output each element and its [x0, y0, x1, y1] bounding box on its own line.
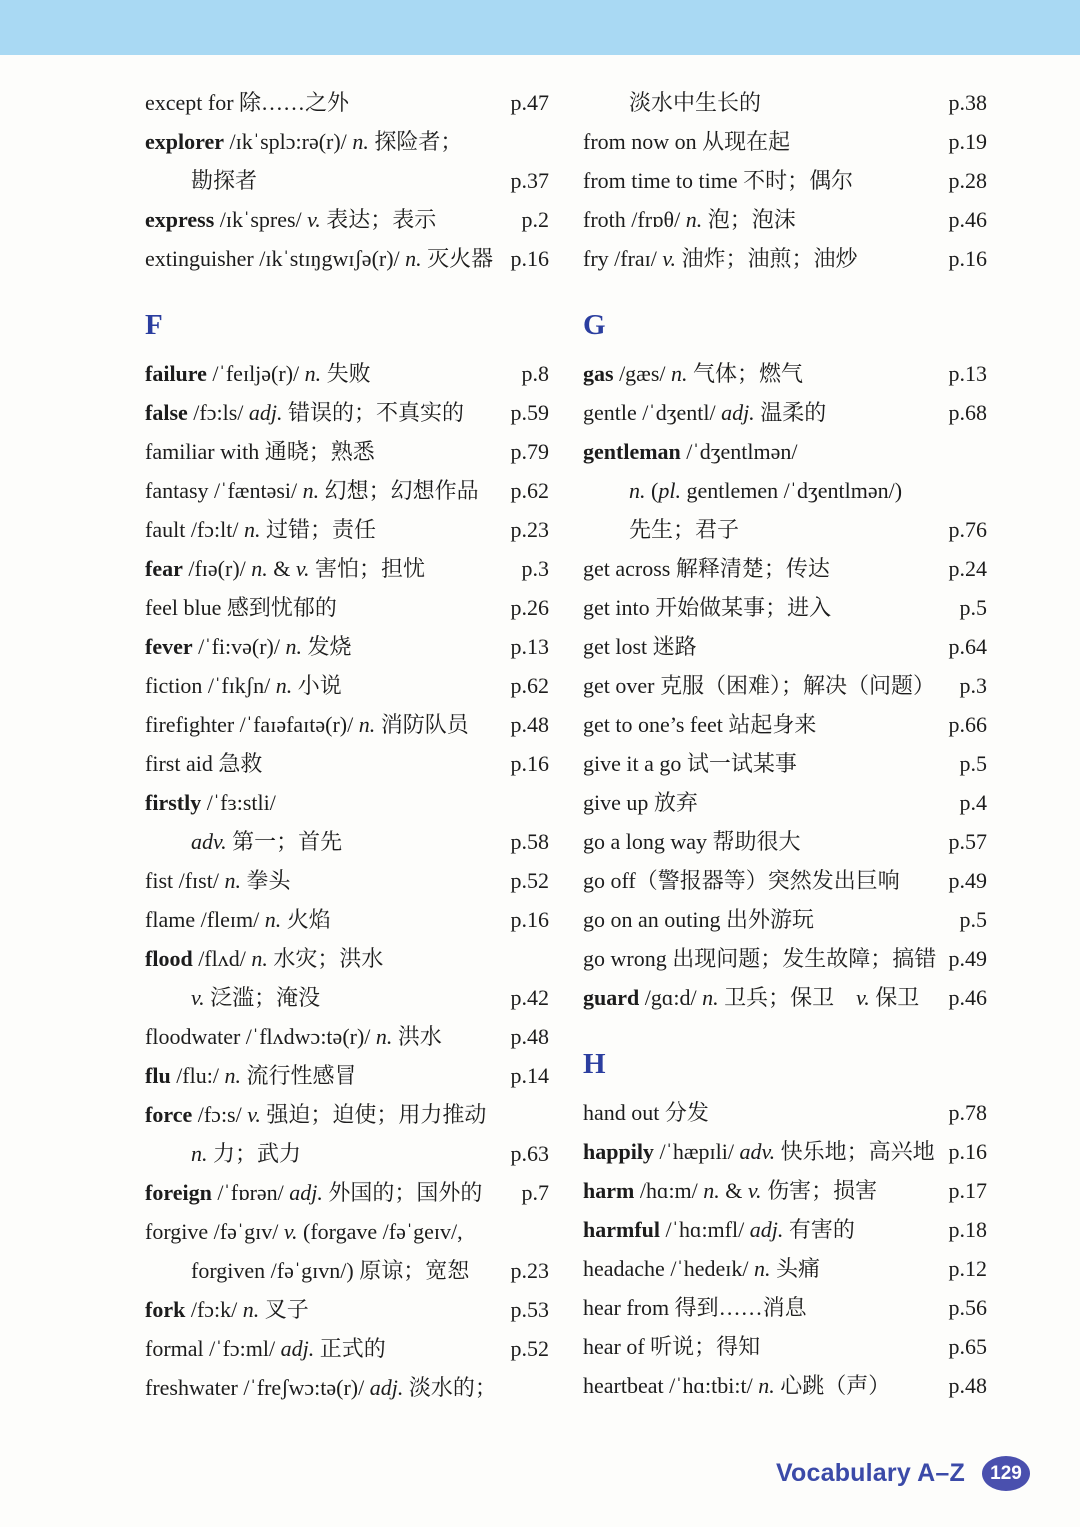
entry-text: go off（警报器等）突然发出巨响 — [583, 868, 900, 893]
page-ref: p.46 — [948, 985, 987, 1010]
vocab-entry-line — [583, 354, 987, 393]
page-ref: p.5 — [959, 595, 987, 620]
vocab-entry-line — [145, 239, 549, 278]
entry-text: give it a go 试一试某事 — [583, 751, 797, 776]
page-ref: p.14 — [510, 1063, 549, 1088]
page-ref: p.12 — [948, 1256, 987, 1281]
vocab-entry-line — [583, 200, 987, 239]
page-ref: p.76 — [948, 517, 987, 542]
entry-text: get lost 迷路 — [583, 634, 697, 659]
entry-text: fork /fɔ:k/ n. 叉子 — [145, 1297, 309, 1322]
entry-text: failure /ˈfeɪljə(r)/ n. 失败 — [145, 361, 371, 386]
page-ref: p.49 — [948, 946, 987, 971]
page-ref: p.13 — [510, 634, 549, 659]
vocab-entry-line — [583, 1288, 987, 1327]
vocab-entry-line — [145, 471, 549, 510]
page-ref: p.16 — [948, 246, 987, 271]
vocab-entry-line — [145, 900, 549, 939]
page-ref: p.7 — [521, 1180, 549, 1205]
vocab-entry-line — [145, 861, 549, 900]
vocab-entry-line — [583, 1093, 987, 1132]
vocab-entry-line — [583, 161, 987, 200]
entry-text: forgiven /fəˈgɪvn/) 原谅；宽恕 — [191, 1258, 470, 1283]
page-ref: p.17 — [948, 1178, 987, 1203]
page-ref: p.65 — [948, 1334, 987, 1359]
entry-text: 先生；君子 — [629, 517, 740, 542]
entry-text: fear /fɪə(r)/ n. & v. 害怕；担忧 — [145, 556, 426, 581]
entry-text: heartbeat /ˈhɑ:tbi:t/ n. 心跳（声） — [583, 1373, 891, 1398]
entry-text: go on an outing 出外游玩 — [583, 907, 814, 932]
entry-text: n. 力；武力 — [191, 1141, 302, 1166]
vocab-entry-line — [583, 239, 987, 278]
vocab-entry-line — [145, 1095, 549, 1134]
vocab-entry-line — [145, 783, 549, 822]
vocab-entry-line — [145, 627, 549, 666]
page-ref: p.68 — [948, 400, 987, 425]
entry-text: from now on 从现在起 — [583, 129, 791, 154]
vocab-entry-line — [583, 783, 987, 822]
vocab-entry-line — [583, 705, 987, 744]
section-header-F: F — [145, 309, 163, 341]
entry-text: harm /hɑ:m/ n. & v. 伤害；损害 — [583, 1178, 878, 1203]
entry-text: harmful /ˈhɑ:mfl/ adj. 有害的 — [583, 1217, 855, 1242]
page-ref: p.48 — [948, 1373, 987, 1398]
page-ref: p.78 — [948, 1100, 987, 1125]
vocab-entry-line — [145, 393, 549, 432]
entry-text: familiar with 通晓；熟悉 — [145, 439, 375, 464]
page-ref: p.53 — [510, 1297, 549, 1322]
page-ref: p.48 — [510, 712, 549, 737]
entry-text: go wrong 出现问题；发生故障；搞错 — [583, 946, 937, 971]
vocab-entry-line — [145, 200, 549, 239]
page-ref: p.58 — [510, 829, 549, 854]
entry-text: foreign /ˈfɒrən/ adj. 外国的；国外的 — [145, 1180, 483, 1205]
page-ref: p.62 — [510, 673, 549, 698]
vocab-entry-line — [583, 1249, 987, 1288]
page-ref: p.3 — [521, 556, 549, 581]
entry-text: from time to time 不时；偶尔 — [583, 168, 854, 193]
vocab-columns — [0, 55, 1080, 1407]
entry-text: gentleman /ˈdʒentlmən/ — [583, 439, 798, 464]
page-ref: p.18 — [948, 1217, 987, 1242]
page-ref: p.79 — [510, 439, 549, 464]
entry-text: freshwater /ˈfreʃwɔ:tə(r)/ adj. 淡水的； — [145, 1375, 497, 1400]
section-header-G: G — [583, 309, 606, 341]
entry-text: fault /fɔ:lt/ n. 过错；责任 — [145, 517, 376, 542]
vocab-entry-line — [583, 822, 987, 861]
entry-text: headache /ˈhedeɪk/ n. 头痛 — [583, 1256, 821, 1281]
footer — [776, 1456, 1030, 1491]
page-ref: p.64 — [948, 634, 987, 659]
page-ref: p.16 — [510, 907, 549, 932]
entry-text: flood /flʌd/ n. 水灾；洪水 — [145, 946, 384, 971]
vocab-entry-line — [145, 1173, 549, 1212]
page-ref: p.48 — [510, 1024, 549, 1049]
footer-label: Vocabulary A–Z — [776, 1459, 965, 1487]
page-ref: p.62 — [510, 478, 549, 503]
page-ref: p.66 — [948, 712, 987, 737]
page-ref: p.3 — [959, 673, 987, 698]
vocab-entry-line — [145, 1134, 549, 1173]
entry-text: fist /fɪst/ n. 拳头 — [145, 868, 291, 893]
entry-text: flu /flu:/ n. 流行性感冒 — [145, 1063, 357, 1088]
entry-text: guard /gɑ:d/ n. 卫兵；保卫 v. 保卫 — [583, 985, 920, 1010]
vocab-entry-line — [145, 1368, 549, 1407]
page-ref: p.52 — [510, 868, 549, 893]
vocab-entry-line — [583, 471, 987, 510]
vocab-entry-line — [145, 666, 549, 705]
entry-text: get to one’s feet 站起身来 — [583, 712, 817, 737]
vocab-entry-line — [583, 510, 987, 549]
entry-text: hand out 分发 — [583, 1100, 709, 1125]
entry-text: go a long way 帮助很大 — [583, 829, 801, 854]
entry-text: fry /fraɪ/ v. 油炸；油煎；油炒 — [583, 246, 858, 271]
vocab-entry-line — [145, 588, 549, 627]
page-ref: p.47 — [510, 90, 549, 115]
entry-text: get into 开始做某事；进入 — [583, 595, 832, 620]
entry-text: extinguisher /ɪkˈstɪŋgwɪʃə(r)/ n. 灭火器 — [145, 246, 494, 271]
entry-text: except for 除……之外 — [145, 90, 350, 115]
vocab-entry-line — [145, 1329, 549, 1368]
vocab-entry-line — [583, 83, 987, 122]
vocab-entry-line — [583, 588, 987, 627]
top-banner — [0, 0, 1080, 55]
page-ref: p.49 — [948, 868, 987, 893]
vocab-entry-line — [145, 822, 549, 861]
entry-text: froth /frɒθ/ n. 泡；泡沫 — [583, 207, 796, 232]
vocab-entry-line — [583, 1210, 987, 1249]
page-ref: p.8 — [521, 361, 549, 386]
page-ref: p.24 — [948, 556, 987, 581]
vocab-entry-line — [583, 978, 987, 1017]
entry-text: give up 放弃 — [583, 790, 698, 815]
vocab-entry-line — [583, 122, 987, 161]
page-ref: p.26 — [510, 595, 549, 620]
entry-text: adv. 第一；首先 — [191, 829, 343, 854]
entry-text: n. (pl. gentlemen /ˈdʒentlmən/) — [629, 478, 903, 503]
vocab-entry-line — [583, 549, 987, 588]
vocab-entry-line — [583, 861, 987, 900]
entry-text: get over 克服（困难）；解决（问题） — [583, 673, 935, 698]
entry-text: firefighter /ˈfaɪəfaɪtə(r)/ n. 消防队员 — [145, 712, 469, 737]
entry-text: fiction /ˈfɪkʃn/ n. 小说 — [145, 673, 342, 698]
vocab-entry-line — [583, 744, 987, 783]
entry-text: feel blue 感到忧郁的 — [145, 595, 337, 620]
vocab-entry-line — [583, 432, 987, 471]
vocab-entry-line — [145, 432, 549, 471]
vocab-entry-line — [145, 549, 549, 588]
vocab-entry-line — [583, 1366, 987, 1405]
page-ref: p.46 — [948, 207, 987, 232]
entry-text: gas /gæs/ n. 气体；燃气 — [583, 361, 804, 386]
page-ref: p.23 — [510, 517, 549, 542]
vocab-entry-line — [145, 705, 549, 744]
page-ref: p.16 — [510, 751, 549, 776]
page-ref: p.52 — [510, 1336, 549, 1361]
page-ref: p.2 — [521, 207, 549, 232]
page-ref: p.28 — [948, 168, 987, 193]
vocab-entry-line — [145, 1251, 549, 1290]
entry-text: fever /ˈfi:və(r)/ n. 发烧 — [145, 634, 352, 659]
entry-text: hear of 听说；得知 — [583, 1334, 761, 1359]
page-ref: p.57 — [948, 829, 987, 854]
vocab-entry-line — [145, 161, 549, 200]
section-header-H: H — [583, 1048, 606, 1080]
entry-text: get across 解释清楚；传达 — [583, 556, 830, 581]
vocab-entry-line — [145, 1056, 549, 1095]
page-ref: p.5 — [959, 751, 987, 776]
vocab-entry-line — [145, 939, 549, 978]
vocab-entry-line — [145, 510, 549, 549]
vocab-entry-line — [583, 939, 987, 978]
entry-text: false /fɔ:ls/ adj. 错误的；不真实的 — [145, 400, 465, 425]
vocab-entry-line — [145, 744, 549, 783]
vocab-column — [583, 83, 987, 1407]
entry-text: v. 泛滥；淹没 — [191, 985, 321, 1010]
entry-text: formal /ˈfɔ:ml/ adj. 正式的 — [145, 1336, 386, 1361]
vocab-entry-line — [145, 978, 549, 1017]
vocab-entry-line — [145, 1017, 549, 1056]
entry-text: 勘探者 — [191, 168, 258, 193]
page-ref: p.13 — [948, 361, 987, 386]
entry-text: floodwater /ˈflʌdwɔ:tə(r)/ n. 洪水 — [145, 1024, 442, 1049]
vocab-entry-line — [583, 900, 987, 939]
vocab-entry-line — [145, 354, 549, 393]
entry-text: 淡水中生长的 — [629, 90, 762, 115]
vocab-column — [145, 83, 549, 1407]
vocab-entry-line — [145, 1290, 549, 1329]
entry-text: forgive /fəˈgɪv/ v. (forgave /fəˈgeɪv/, — [145, 1219, 463, 1244]
page-ref: p.63 — [510, 1141, 549, 1166]
page-ref: p.56 — [948, 1295, 987, 1320]
page-ref: p.16 — [510, 246, 549, 271]
vocab-entry-line — [583, 666, 987, 705]
page-ref: p.59 — [510, 400, 549, 425]
entry-text: firstly /ˈfɜ:stli/ — [145, 790, 276, 815]
vocab-entry-line — [583, 627, 987, 666]
vocab-entry-line — [583, 1132, 987, 1171]
vocab-entry-line — [583, 1171, 987, 1210]
entry-text: hear from 得到……消息 — [583, 1295, 807, 1320]
entry-text: happily /ˈhæpɪli/ adv. 快乐地；高兴地 — [583, 1139, 935, 1164]
page-ref: p.19 — [948, 129, 987, 154]
entry-text: first aid 急救 — [145, 751, 263, 776]
entry-text: force /fɔ:s/ v. 强迫；迫使；用力推动 — [145, 1102, 487, 1127]
entry-text: explorer /ɪkˈsplɔ:rə(r)/ n. 探险者； — [145, 129, 463, 154]
page-ref: p.38 — [948, 90, 987, 115]
page-ref: p.16 — [948, 1139, 987, 1164]
page-ref: p.37 — [510, 168, 549, 193]
entry-text: gentle /ˈdʒentl/ adj. 温柔的 — [583, 400, 827, 425]
page-ref: p.4 — [959, 790, 987, 815]
vocab-entry-line — [583, 393, 987, 432]
entry-text: flame /fleɪm/ n. 火焰 — [145, 907, 331, 932]
page-ref: p.5 — [959, 907, 987, 932]
vocab-entry-line — [145, 83, 549, 122]
vocab-entry-line — [145, 122, 549, 161]
entry-text: express /ɪkˈspres/ v. 表达；表示 — [145, 207, 437, 232]
page-number-badge: 129 — [982, 1456, 1030, 1491]
entry-text: fantasy /ˈfæntəsi/ n. 幻想；幻想作品 — [145, 478, 479, 503]
vocab-entry-line — [583, 1327, 987, 1366]
vocab-entry-line — [145, 1212, 549, 1251]
page-ref: p.42 — [510, 985, 549, 1010]
page-ref: p.23 — [510, 1258, 549, 1283]
